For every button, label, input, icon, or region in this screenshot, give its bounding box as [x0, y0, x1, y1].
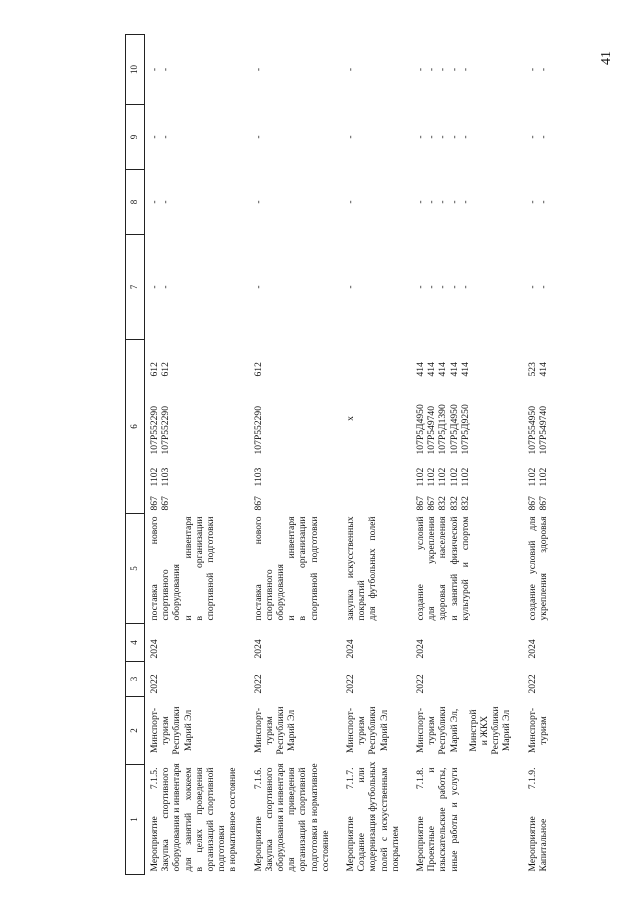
executor-line: Республики — [367, 706, 379, 755]
col-7-value — [341, 235, 411, 340]
rz-pr-code-line: 1102 — [437, 467, 449, 487]
table-row — [341, 35, 411, 875]
grbs-code — [523, 490, 559, 514]
executor-line: Минстрой — [467, 709, 479, 752]
expected-result-line: создание условий — [415, 516, 427, 621]
vr-code-line: 414 — [426, 362, 438, 377]
col-7-value-line: - — [437, 285, 449, 289]
csr-code — [411, 380, 523, 458]
csr-code: x — [345, 416, 357, 421]
grbs-code — [411, 490, 523, 514]
measure-name-line: для занятий хоккеем — [182, 767, 194, 872]
vr-code — [249, 340, 341, 380]
col-9-value-line: - — [149, 135, 160, 139]
measure-name — [145, 765, 249, 875]
expected-result — [249, 514, 341, 624]
expected-result-line: в организации — [297, 516, 309, 621]
col-9-value-line: - — [415, 135, 427, 139]
col-8-value — [523, 170, 559, 235]
expected-result-line: создание условий для — [526, 516, 538, 621]
vr-code-line: 414 — [448, 362, 460, 377]
col-7-value-line: - — [526, 285, 538, 289]
col-7-value-line: - — [459, 285, 471, 289]
rz-pr-code-line: 1102 — [415, 467, 427, 487]
col-9-value-line: - — [448, 135, 460, 139]
measure-name-line: Мероприятие 7.1.5. — [149, 767, 160, 872]
executor-line: Марий Эл — [182, 709, 194, 752]
grbs-code-line: 867 — [415, 496, 427, 511]
grbs-code — [145, 490, 249, 514]
start-year: 2022 — [526, 674, 538, 694]
csr-code — [523, 380, 559, 458]
rz-pr-code-line: 1103 — [252, 467, 264, 487]
col-9-value — [341, 105, 411, 170]
vr-code-line: 523 — [526, 362, 538, 377]
executor-line: туризм — [537, 716, 549, 745]
col-10-value-line: - — [160, 67, 172, 72]
executor-line: Республики — [490, 706, 502, 755]
measure-name-line: модернизация футбольных — [367, 761, 379, 872]
executor-line: Марий Эл — [286, 709, 298, 752]
measure-name — [341, 761, 411, 875]
rz-pr-code — [411, 458, 523, 490]
executor-line: Марий Эл, — [448, 708, 460, 753]
expected-result-line: поставка нового — [252, 516, 264, 621]
rz-pr-code-line: 1102 — [448, 467, 460, 487]
header-col-4: 4 — [126, 624, 145, 662]
start-year: 2022 — [415, 674, 427, 694]
col-9-value-line: - — [160, 135, 172, 139]
grbs-code — [249, 490, 341, 514]
expected-result-line: культурой и спортом — [459, 516, 471, 621]
csr-code — [145, 380, 249, 458]
measure-name-line: оборудования и инвентаря — [171, 763, 183, 872]
col-8-value-line: - — [160, 200, 172, 204]
executor-line: туризм — [426, 716, 438, 745]
expected-result-line: для футбольных полей — [367, 516, 379, 621]
start-year: 2022 — [149, 674, 160, 694]
expected-result-line: спортивного — [263, 569, 275, 621]
col-10-value — [145, 35, 249, 105]
rz-pr-code — [341, 458, 411, 490]
vr-code-line: 612 — [252, 362, 264, 377]
measure-name-line: подготовки в нормативное — [308, 763, 320, 872]
executor-line: Республики — [171, 706, 183, 755]
executor — [523, 697, 559, 765]
grbs-code-line: 867 — [426, 496, 438, 511]
col-9-value — [249, 105, 341, 170]
col-9-value-line: - — [459, 135, 471, 139]
header-col-10: 10 — [126, 35, 145, 105]
end-year: 2024 — [345, 639, 357, 659]
vr-code — [341, 340, 411, 380]
vr-code-line: 414 — [459, 362, 471, 377]
header-col-6: 6 — [126, 340, 145, 514]
expected-result-line: спортивного — [160, 569, 172, 621]
header-col-1: 1 — [126, 765, 145, 875]
header-col-7: 7 — [126, 235, 145, 340]
expected-result-line: спортивной подготовки — [205, 516, 217, 621]
executor-line: Минспорт- — [252, 707, 264, 754]
measure-name-line: Закупка спортивного — [160, 767, 172, 872]
executor-line: и ЖКХ — [479, 715, 491, 746]
grbs-code-line: 867 — [252, 496, 264, 511]
col-9-value — [411, 105, 523, 170]
table-row — [411, 35, 523, 875]
col-9-value-line: - — [345, 135, 357, 139]
col-10-value — [411, 35, 523, 105]
start-year: 2022 — [345, 674, 357, 694]
rz-pr-code — [145, 458, 249, 490]
header-col-9: 9 — [126, 105, 145, 170]
rz-pr-code — [523, 458, 559, 490]
col-7-value-line: - — [426, 285, 438, 289]
rotated-table-page — [125, 35, 630, 875]
csr-code-line: 107P549740 — [426, 405, 438, 455]
end-year: 2024 — [149, 639, 160, 659]
rz-pr-code-line: 1103 — [160, 467, 172, 487]
col-10-value — [249, 35, 341, 105]
col-10-value-line: - — [345, 67, 357, 72]
header-col-5: 5 — [126, 514, 145, 624]
expected-result-line: закупка искусственных — [345, 516, 357, 621]
measure-name-line: Проектные и — [426, 767, 438, 872]
expected-result — [145, 514, 249, 624]
grbs-code-line: 867 — [526, 496, 538, 511]
csr-code-line: 107P5Д9250 — [459, 404, 471, 455]
csr-code-line: 107P552290 — [160, 405, 172, 455]
csr-code-line: 107P549740 — [537, 405, 549, 455]
col-10-value-line: - — [459, 67, 471, 72]
col-8-value — [411, 170, 523, 235]
csr-code-line: 107P552290 — [149, 405, 160, 455]
col-10-value-line: - — [526, 67, 538, 72]
executor — [145, 697, 249, 765]
grbs-code-line: 867 — [160, 496, 172, 511]
measure-name-line: оборудования и инвентаря — [275, 763, 287, 872]
csr-code-line: 107P5Д4950 — [415, 404, 427, 455]
grbs-code-line: 832 — [459, 496, 471, 511]
measure-name-line: покрытием — [389, 826, 401, 872]
expected-result-line: здоровья населения — [437, 516, 449, 621]
expected-result-line: поставка нового — [149, 516, 160, 621]
executor-line: туризм — [160, 716, 172, 745]
header-col-2: 2 — [126, 697, 145, 765]
measure-name-line: полей с искусственным — [378, 767, 390, 872]
vr-code — [411, 340, 523, 380]
measure-name-line: состояние — [319, 830, 331, 872]
col-7-value — [411, 235, 523, 340]
measure-name-line: подготовки — [216, 825, 228, 872]
col-7-value — [523, 235, 559, 340]
col-9-value — [145, 105, 249, 170]
rz-pr-code-line: 1102 — [426, 467, 438, 487]
col-7-value-line: - — [160, 285, 172, 289]
col-8-value-line: - — [252, 200, 264, 204]
executor-line: Республики — [437, 706, 449, 755]
expected-result-line: покрытий — [356, 580, 368, 621]
measure-name-line: организаций спортивной — [205, 767, 217, 872]
col-9-value-line: - — [252, 135, 264, 139]
col-8-value-line: - — [149, 200, 160, 204]
measure-name-line: Мероприятие 7.1.7. — [345, 767, 357, 872]
measure-name-line: Закупка спортивного — [263, 767, 275, 872]
col-10-value-line: - — [426, 67, 438, 72]
col-10-value-line: - — [437, 67, 449, 72]
col-9-value — [523, 105, 559, 170]
measure-name-line: изыскательские работы, — [437, 767, 449, 872]
csr-code-line: 107P554950 — [526, 405, 538, 455]
col-7-value-line: - — [537, 285, 549, 289]
rz-pr-code-line: 1102 — [537, 467, 549, 487]
col-7-value-line: - — [415, 285, 427, 289]
expected-result-line: для укрепления — [426, 516, 438, 621]
measure-name-line: в целях проведения — [193, 767, 205, 872]
header-col-3: 3 — [126, 662, 145, 697]
col-8-value — [341, 170, 411, 235]
executor-line: туризм — [263, 716, 275, 745]
measure-name-line: Капитальное — [537, 818, 549, 872]
page-number: 41 — [599, 51, 614, 65]
rz-pr-code-line: 1102 — [526, 467, 538, 487]
measure-name-line: Мероприятие 7.1.8. — [415, 767, 427, 872]
measure-name-line: Мероприятие 7.1.9. — [526, 767, 538, 872]
expected-result — [523, 514, 559, 624]
rz-pr-code — [249, 458, 341, 490]
header-row — [126, 35, 145, 875]
expected-result — [341, 514, 411, 624]
expected-result-line: оборудования — [171, 564, 183, 621]
vr-code — [145, 340, 249, 380]
executor-line: Минспорт- — [345, 707, 357, 754]
col-8-value-line: - — [345, 200, 357, 204]
vr-code-line: 612 — [160, 362, 172, 377]
col-8-value-line: - — [426, 200, 438, 204]
col-8-value-line: - — [537, 200, 549, 204]
measure-name-line: Мероприятие 7.1.6. — [252, 767, 264, 872]
executor — [341, 697, 411, 765]
executor — [411, 697, 523, 765]
col-7-value — [249, 235, 341, 340]
col-10-value-line: - — [448, 67, 460, 72]
rz-pr-code-line: 1102 — [149, 467, 160, 487]
measure-name-line: для приведения — [286, 767, 298, 872]
table-row — [523, 35, 559, 875]
col-10-value-line: - — [537, 67, 549, 72]
grbs-code-line: 832 — [437, 496, 449, 511]
col-10-value-line: - — [149, 67, 160, 72]
expected-result — [411, 514, 523, 624]
end-year: 2024 — [252, 639, 264, 659]
col-7-value-line: - — [345, 285, 357, 289]
col-7-value — [145, 235, 249, 340]
executor-line: Марий Эл — [501, 709, 513, 752]
col-8-value — [145, 170, 249, 235]
vr-code-line: 414 — [537, 362, 549, 377]
grbs-code-line: 867 — [149, 496, 160, 511]
executor-line: Республики — [275, 706, 287, 755]
measure-name — [523, 765, 559, 875]
executor-line: Минспорт- — [415, 707, 427, 754]
executor — [249, 697, 341, 765]
col-9-value-line: - — [437, 135, 449, 139]
measure-name — [411, 765, 523, 875]
col-10-value — [341, 35, 411, 105]
col-9-value-line: - — [526, 135, 538, 139]
measure-name-line: организаций спортивной — [297, 767, 309, 872]
col-7-value-line: - — [252, 285, 264, 289]
grbs-code-line: 832 — [448, 496, 460, 511]
header-col-8: 8 — [126, 170, 145, 235]
col-10-value-line: - — [415, 67, 427, 72]
table-row — [145, 35, 249, 875]
col-8-value-line: - — [526, 200, 538, 204]
col-8-value — [249, 170, 341, 235]
csr-code-line: 107P5Д4950 — [448, 404, 460, 455]
measure-name — [249, 765, 341, 875]
col-10-value-line: - — [252, 67, 264, 72]
program-measures-table — [125, 34, 559, 875]
measure-name-line: Создание или — [356, 767, 368, 872]
executor-line: туризм — [356, 716, 368, 745]
col-8-value-line: - — [437, 200, 449, 204]
expected-result-line: и инвентаря — [286, 516, 298, 621]
vr-code-line: 414 — [415, 362, 427, 377]
executor-line: Минспорт- — [149, 707, 160, 754]
table-row — [249, 35, 341, 875]
csr-code — [249, 380, 341, 458]
col-8-value-line: - — [448, 200, 460, 204]
rz-pr-code-line: 1102 — [459, 467, 471, 487]
expected-result-line: укрепления здоровья — [537, 516, 549, 621]
col-10-value — [523, 35, 559, 105]
start-year: 2022 — [252, 674, 264, 694]
measure-name-line: иные работы и услуги — [448, 767, 460, 872]
grbs-code — [341, 490, 411, 514]
executor-line: Марий Эл — [378, 709, 390, 752]
end-year: 2024 — [526, 639, 538, 659]
col-8-value-line: - — [415, 200, 427, 204]
expected-result-line: спортивной подготовки — [308, 516, 320, 621]
executor-line: Минспорт- — [526, 707, 538, 754]
executor-line — [460, 700, 468, 762]
vr-code-line: 414 — [437, 362, 449, 377]
col-7-value-line: - — [448, 285, 460, 289]
grbs-code-line: 867 — [537, 496, 549, 511]
col-8-value-line: - — [459, 200, 471, 204]
end-year: 2024 — [415, 639, 427, 659]
measure-name-line: в нормативное состояние — [227, 767, 239, 872]
col-9-value-line: - — [426, 135, 438, 139]
csr-code-line: 107P552290 — [252, 405, 264, 455]
expected-result-line: и инвентаря — [182, 516, 194, 621]
expected-result-line: в организации — [193, 516, 205, 621]
expected-result-line: оборудования — [275, 564, 287, 621]
table-body — [145, 35, 560, 875]
vr-code — [523, 340, 559, 380]
csr-code-line: 107P5Д1390 — [437, 404, 449, 455]
expected-result-line: и занятий физической — [448, 516, 460, 621]
col-9-value-line: - — [537, 135, 549, 139]
vr-code-line: 612 — [149, 362, 160, 377]
col-7-value-line: - — [149, 285, 160, 289]
